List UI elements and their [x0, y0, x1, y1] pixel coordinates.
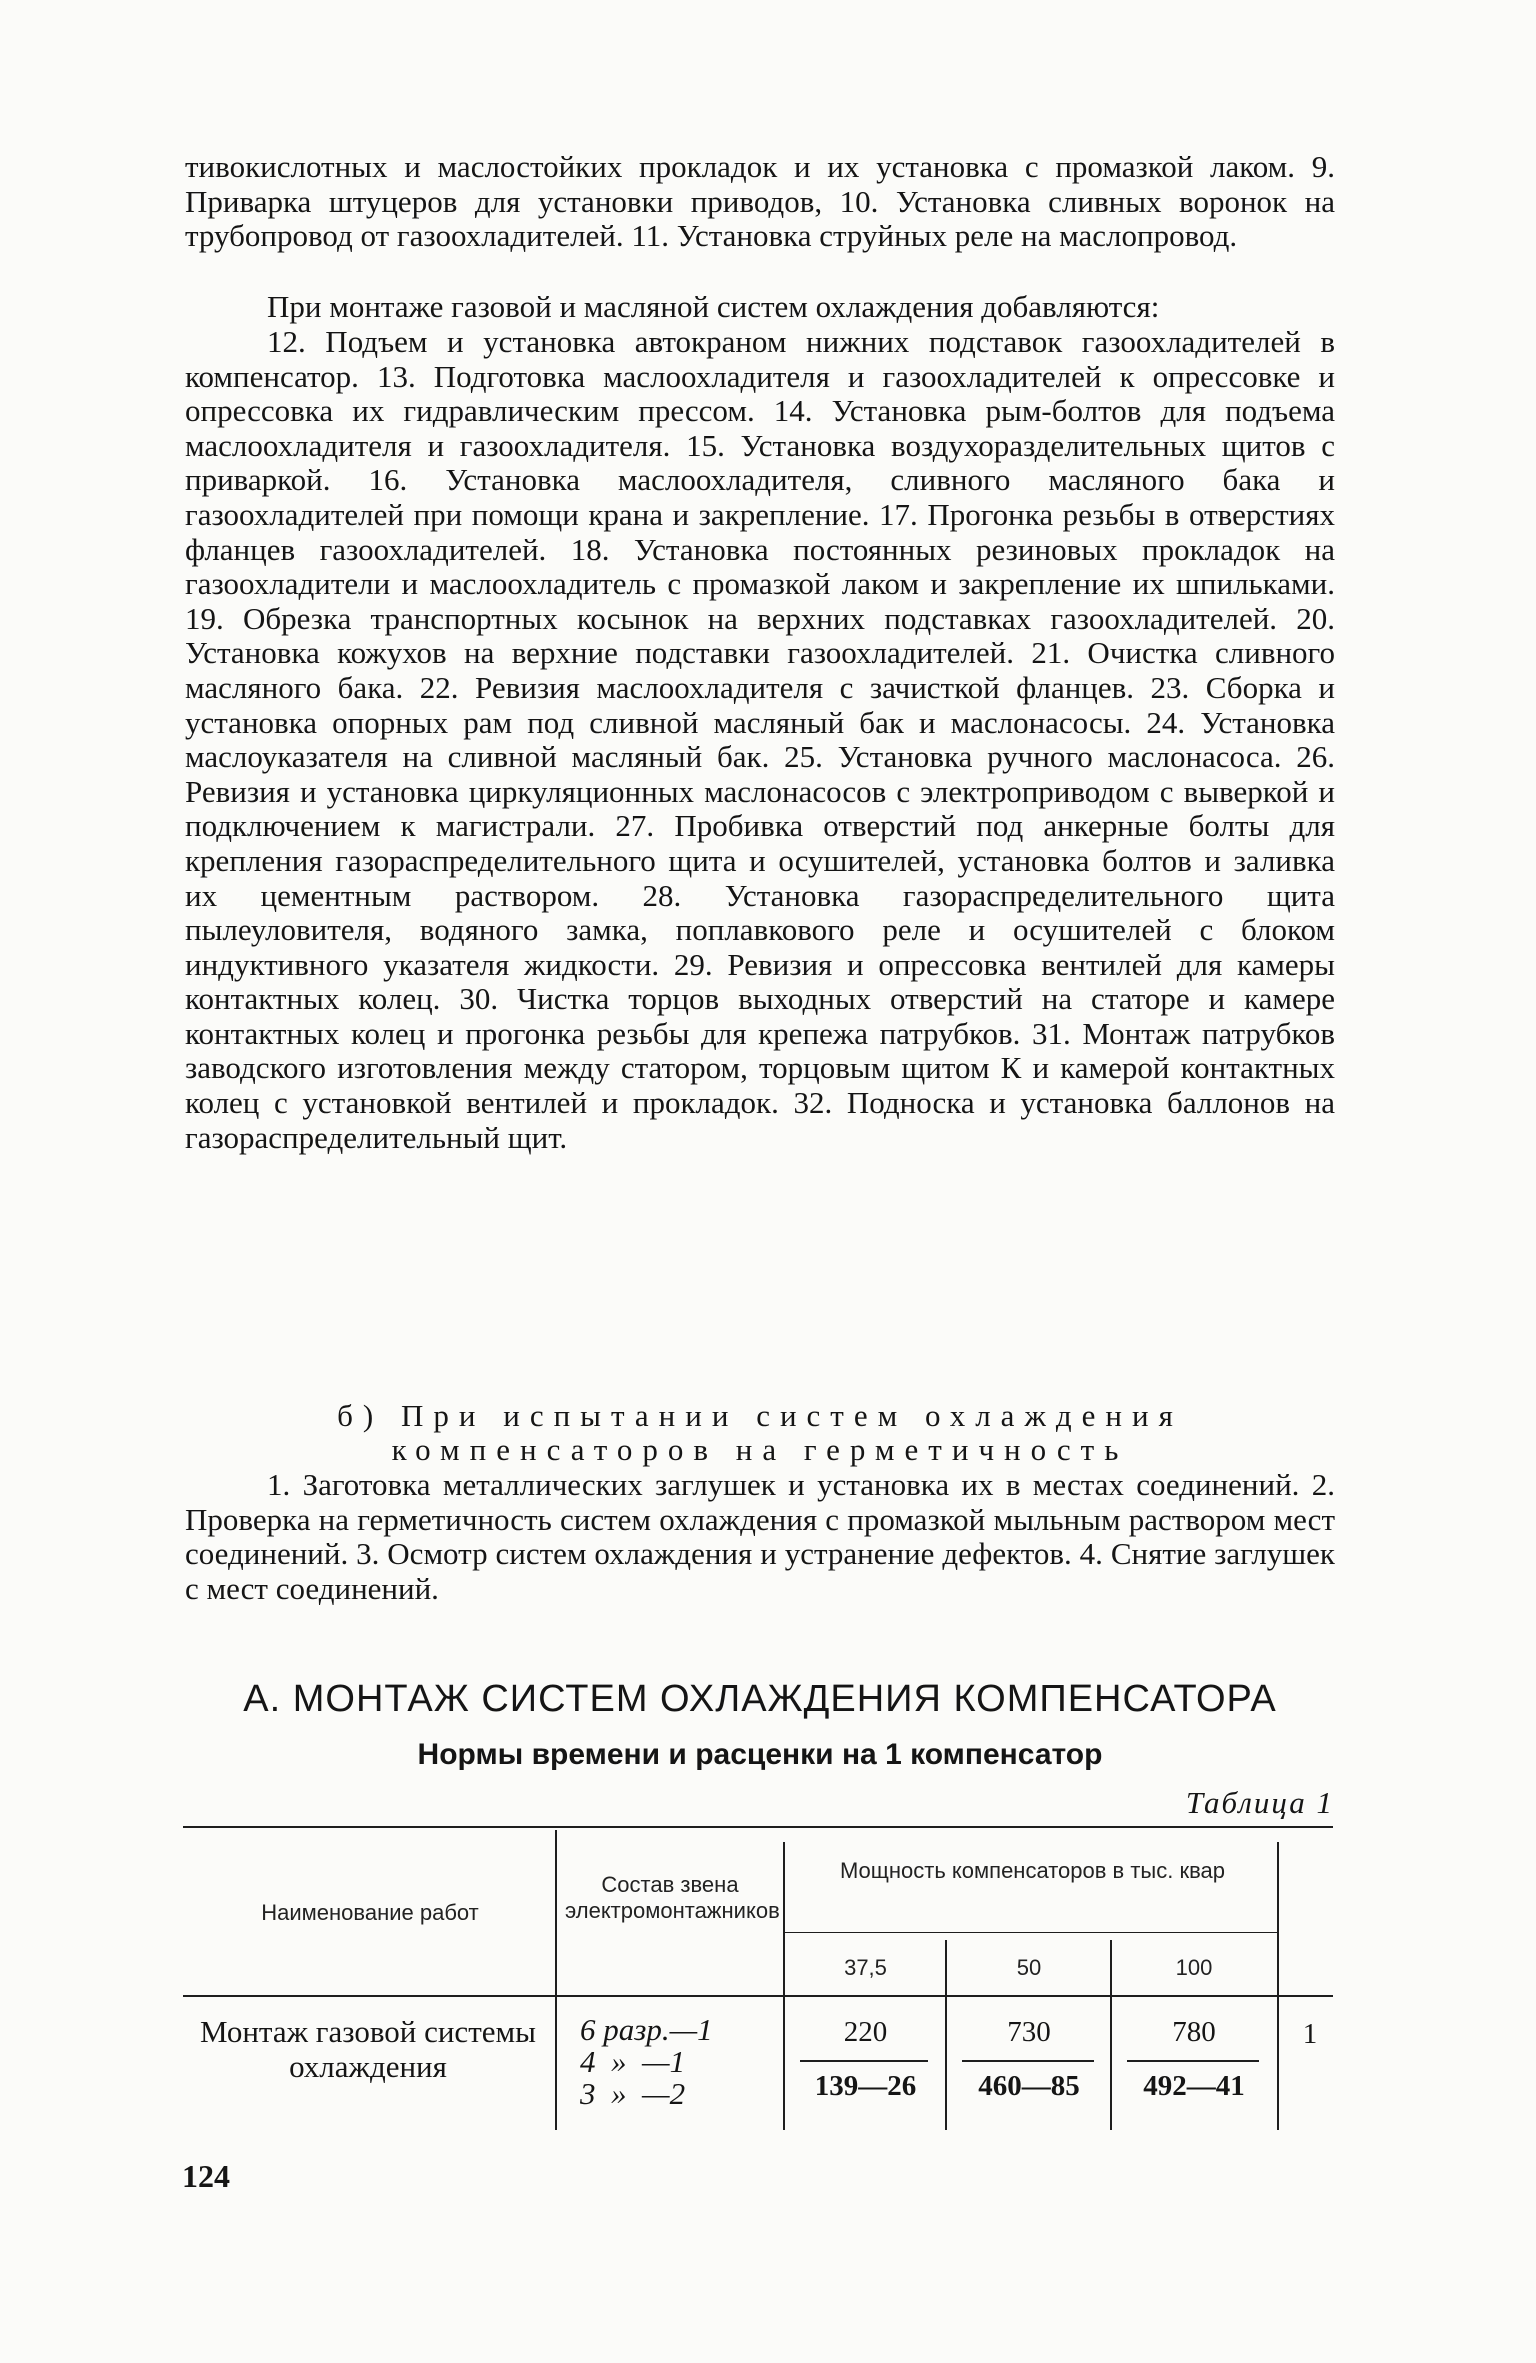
- power-value: 100: [1175, 1955, 1213, 1980]
- price-value: 460—85: [978, 2070, 1080, 2102]
- table-heading: Нормы времени и расценки на 1 компенсатор: [417, 1738, 1103, 1771]
- table-col-divider: [783, 1842, 785, 2130]
- row-crew: [580, 2014, 760, 2110]
- paragraph-gas-oil-intro: При монтаже газовой и масляной систем охлаждения добавляются:: [267, 289, 1160, 324]
- fraction-bar: [800, 2060, 928, 2062]
- norm-value: 730: [1007, 2016, 1051, 2048]
- crew-line: 6 разр.—1: [580, 2012, 713, 2047]
- paragraph-work-list-start: тивокислотных и маслостойких прокладок и их установка с промазкой лаком. 9. Приварка штуцеров для установки приводов, 10. Установка сливных воронок на трубопровод от газоохладителей. 11. Установка струйных реле на маслопровод.: [185, 149, 1335, 254]
- row-work-name: Монтаж газовой системы охлаждения: [200, 2014, 536, 2084]
- crew-line: 3 » —2: [580, 2076, 686, 2111]
- table-col-divider: [945, 1940, 947, 2130]
- norm-value: 780: [1172, 2016, 1216, 2048]
- page-number: 124: [182, 2158, 230, 2194]
- table-power-rule: [785, 1932, 1277, 1933]
- section-title: А. МОНТАЖ СИСТЕМ ОХЛАЖДЕНИЯ КОМПЕНСАТОРА: [243, 1678, 1277, 1720]
- fraction-bar: [962, 2060, 1094, 2062]
- power-value: 37,5: [844, 1955, 887, 1980]
- table-col-divider: [555, 1830, 557, 2130]
- price-value: 139—26: [814, 2070, 917, 2102]
- fraction-bar: [1127, 2060, 1259, 2062]
- paragraph-work-list-continued: 12. Подъем и установка автокраном нижних подставок газоохладителей в компенсатор. 13. Подготовка маслоохладителя и газоохладителей к опрессовке и опрессовка их гидравлическим прессом. 14. Установка рым-болтов для подъема маслоохладителя и газоохладителя. 15. Установка воздухоразделительных щитов с приваркой. 16. Установка маслоохладителя, сливного масляного бака и газоохладителей при помощи крана и закрепление. 17. Прогонка резьбы в отверстиях фланцев газоохладителей. 18. Установка постоянных резиновых прокладок на газоохладители и маслоохладитель с промазкой лаком и закрепление их шпильками. 19. Обрезка транспортных косынок на верхних подставках газоохладителей. 20. Установка кожухов на верхние подставки газоохладителей. 21. Очистка сливного масляного бака. 22. Ревизия маслоохладителя с зачисткой фланцев. 23. Сборка и установка опорных рам под сливной масляный бак и маслонасосы. 24. Установка маслоуказателя на сливной масляный бак. 25. Установка ручного маслонасоса. 26. Ревизия и установка циркуляционных маслонасосов с электроприводом с выверкой и подключением к магистрали. 27. Пробивка отверстий под анкерные болты для крепления газораспределительного щита и осушителей, установка болтов и заливка их цементным раствором. 28. Установка газораспределительного щита пылеуловителя, водяного замка, поплавкового реле и осушителей с блоком индуктивного указателя жидкости. 29. Ревизия и опрессовка вентилей для камеры контактных колец. 30. Чистка торцов выходных отверстий на статоре и камере контактных колец и прогонка резьбы для крепежа патрубков. 31. Монтаж патрубков заводского изготовления между статором, торцовым щитом К и камерой контактных колец с установкой вентилей и прокладок. 32. Подноска и установка баллонов на газораспределительный щит.: [185, 324, 1335, 1155]
- table-col-divider: [1110, 1940, 1112, 2130]
- table-top-rule: [183, 1826, 1333, 1828]
- table-label: Таблица 1: [1185, 1785, 1334, 1820]
- table-header-rule: [183, 1995, 1333, 1997]
- row-index: 1: [1302, 2018, 1318, 2050]
- norm-value: 220: [843, 2016, 888, 2048]
- price-value: 492—41: [1143, 2070, 1245, 2102]
- header-power: Мощность компенсаторов в тыс. квар: [839, 1858, 1225, 1883]
- table-col-divider: [1277, 1842, 1279, 2130]
- header-work-name: Наименование работ: [261, 1900, 479, 1925]
- header-crew: Состав звена электромонтажников: [565, 1872, 780, 1923]
- crew-line: 4 » —1: [580, 2044, 686, 2079]
- subheading-testing-line2: компенсаторов на герметичность: [391, 1432, 1129, 1467]
- paragraph-testing-steps: 1. Заготовка металлических заглушек и установка их в местах соединений. 2. Проверка на герметичность систем охлаждения с промазкой мыльным раствором мест соединений. 3. Осмотр систем охлаждения и устранение дефектов. 4. Снятие заглушек с мест соединений.: [185, 1467, 1335, 1606]
- power-value: 50: [1016, 1955, 1042, 1980]
- subheading-testing-line1: б) При испытании систем охлаждения: [337, 1398, 1183, 1433]
